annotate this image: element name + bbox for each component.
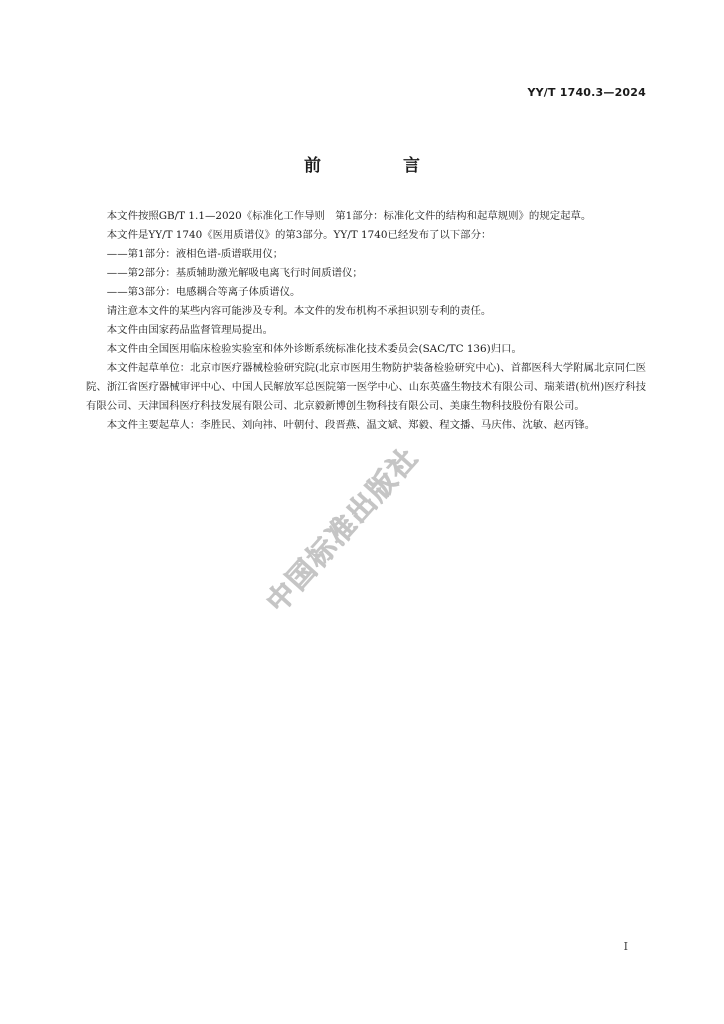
section-title: 前 言: [304, 156, 458, 176]
foreword-body: [86, 207, 646, 435]
list-item-part-1: ——第1部分：液相色谱-质谱联用仪；: [106, 248, 284, 260]
paragraph-drafting-rules: 本文件按照GB/T 1.1—2020《标准化工作导则 第1部分：标准化文件的结构和起草规则》的规定起草。: [106, 210, 592, 222]
paragraph-administrator: 本文件由全国医用临床检验实验室和体外诊断系统标准化技术委员会(SAC/TC 136)归口。: [106, 343, 522, 355]
list-item-part-3: ——第3部分：电感耦合等离子体质谱仪。: [106, 286, 301, 298]
paragraph-proposer: 本文件由国家药品监督管理局提出。: [106, 324, 274, 336]
publisher-watermark: 中国标准出版社: [259, 440, 425, 619]
paragraph-patent-notice: 请注意本文件的某些内容可能涉及专利。本文件的发布机构不承担识别专利的责任。: [106, 305, 492, 317]
standard-code: YY/T 1740.3—2024: [527, 86, 646, 99]
page-number: I: [623, 940, 628, 953]
paragraph-drafters: 本文件主要起草人：李胜民、刘向祎、叶朝付、段晋燕、温文斌、郑毅、程文播、马庆伟、沈敏、赵丙锋。: [106, 419, 596, 431]
paragraph-drafting-units: 本文件起草单位：北京市医疗器械检验研究院(北京市医用生物防护装备检验研究中心)、首都医科大学附属北京同仁医院、浙江省医疗器械审评中心、中国人民解放军总医院第一医学中心、山东英盛生物技术有限公司、瑞莱谱(杭州)医疗科技有限公司、天津国科医疗科技发展有限公司、北京毅新博创生物科技有限公司、美康生物科技股份有限公司。: [86, 362, 646, 412]
list-item-part-2: ——第2部分：基质辅助激光解吸电离飞行时间质谱仪；: [106, 267, 363, 279]
paragraph-series-intro: 本文件是YY/T 1740《医用质谱仪》的第3部分。YY/T 1740已经发布了以下部分：: [106, 229, 492, 241]
